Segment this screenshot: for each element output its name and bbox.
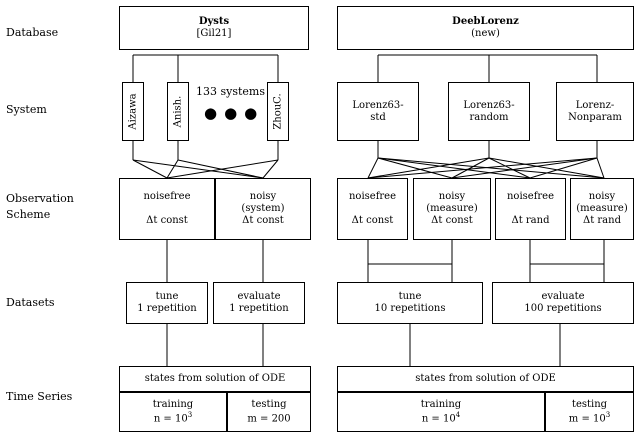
dataset-line2: 10 repetitions: [374, 303, 446, 314]
observation-box-noisefree-rand[interactable]: [495, 178, 566, 240]
system-label-line2: random: [469, 111, 509, 123]
timeseries-label: testing: [571, 399, 608, 411]
row-label-scheme: Scheme: [6, 208, 51, 221]
database-title: Dysts: [198, 16, 230, 28]
timeseries-header-text: states from solution of ODE: [415, 373, 556, 385]
observation-line2: (system): [241, 203, 285, 215]
row-label-database: Database: [6, 26, 59, 39]
observation-box-noisy-measure-rand[interactable]: [570, 178, 634, 240]
dataset-line1: evaluate: [541, 291, 585, 303]
system-box-anish[interactable]: [167, 82, 189, 141]
system-box-lorenz63-std[interactable]: [337, 82, 419, 141]
timeseries-label: training: [420, 399, 462, 411]
observation-line3: Δt rand: [511, 215, 550, 226]
dataset-box-evaluate[interactable]: [492, 282, 634, 324]
timeseries-testing-left[interactable]: [227, 392, 311, 432]
dataset-box-tune[interactable]: [126, 282, 208, 324]
observation-line1: noisefree: [143, 191, 191, 203]
system-label-line1: Lorenz63-: [463, 99, 515, 111]
database-box-deeblorenz[interactable]: [337, 6, 634, 50]
observation-line3: Δt const: [351, 215, 394, 226]
row-label-timeseries: Time Series: [6, 390, 73, 403]
timeseries-header-text: states from solution of ODE: [144, 373, 286, 385]
observation-line1: noisy: [588, 191, 616, 203]
row-label-datasets: Datasets: [6, 296, 55, 309]
system-box-lorenz-nonparam[interactable]: [556, 82, 634, 141]
system-label-line2: std: [370, 111, 386, 123]
observation-line1: noisy: [249, 191, 277, 203]
timeseries-training-right[interactable]: [337, 392, 545, 432]
system-box-zhouc[interactable]: [267, 82, 289, 141]
dataset-line1: tune: [155, 291, 179, 303]
observation-line2: (measure): [576, 203, 628, 215]
system-label: Aizawa: [127, 93, 139, 130]
timeseries-training-left[interactable]: [119, 392, 227, 432]
observation-line3: Δt rand: [582, 214, 621, 226]
dataset-line2: 1 repetition: [229, 303, 289, 314]
ellipsis-dots: ●●●: [204, 104, 265, 122]
observation-line3: Δt const: [146, 215, 188, 226]
observation-box-noisy-system-const[interactable]: [215, 178, 311, 240]
timeseries-count: m = 200: [247, 413, 291, 425]
row-label-system: System: [6, 103, 47, 116]
dataset-line1: evaluate: [237, 291, 281, 303]
timeseries-count: $n = 10^4$: [421, 410, 461, 425]
observation-line1: noisefree: [506, 191, 555, 203]
system-label-line2: Nonparam: [568, 111, 622, 123]
system-label: ZhouC.: [272, 93, 284, 130]
dataset-line2: 100 repetitions: [524, 303, 602, 314]
observation-box-noisefree-const[interactable]: [337, 178, 408, 240]
systems-count-label: 133 systems: [196, 85, 266, 98]
system-label-line1: Lorenz-: [575, 99, 615, 111]
dataset-box-evaluate[interactable]: [213, 282, 305, 324]
timeseries-header-left[interactable]: [119, 366, 311, 392]
database-box-dysts[interactable]: [119, 6, 309, 50]
observation-box-noisy-measure-const[interactable]: [413, 178, 491, 240]
observation-line1: noisefree: [348, 191, 397, 203]
timeseries-label: testing: [251, 399, 287, 411]
database-subtitle: (new): [471, 28, 500, 39]
timeseries-testing-right[interactable]: [545, 392, 634, 432]
observation-box-noisefree-const[interactable]: [119, 178, 215, 240]
system-box-aizawa[interactable]: [122, 82, 144, 141]
timeseries-label: training: [152, 399, 194, 411]
timeseries-header-right[interactable]: [337, 366, 634, 392]
dataset-line2: 1 repetition: [137, 303, 197, 314]
timeseries-count: $m = 10^3$: [568, 410, 611, 425]
observation-line3: Δt const: [431, 214, 473, 226]
observation-line1: noisy: [438, 191, 466, 203]
observation-line2: (measure): [426, 203, 478, 215]
dataset-line1: tune: [398, 291, 422, 303]
dataset-box-tune[interactable]: [337, 282, 483, 324]
database-title: DeebLorenz: [452, 16, 519, 28]
database-subtitle: [Gil21]: [196, 28, 232, 39]
system-label: Anish.: [172, 95, 184, 128]
system-label-line1: Lorenz63-: [352, 99, 404, 111]
system-box-lorenz63-random[interactable]: [448, 82, 530, 141]
observation-line3: Δt const: [242, 214, 284, 226]
row-label-observation: Observation: [6, 192, 74, 205]
timeseries-count: $n = 10^3$: [153, 410, 193, 425]
